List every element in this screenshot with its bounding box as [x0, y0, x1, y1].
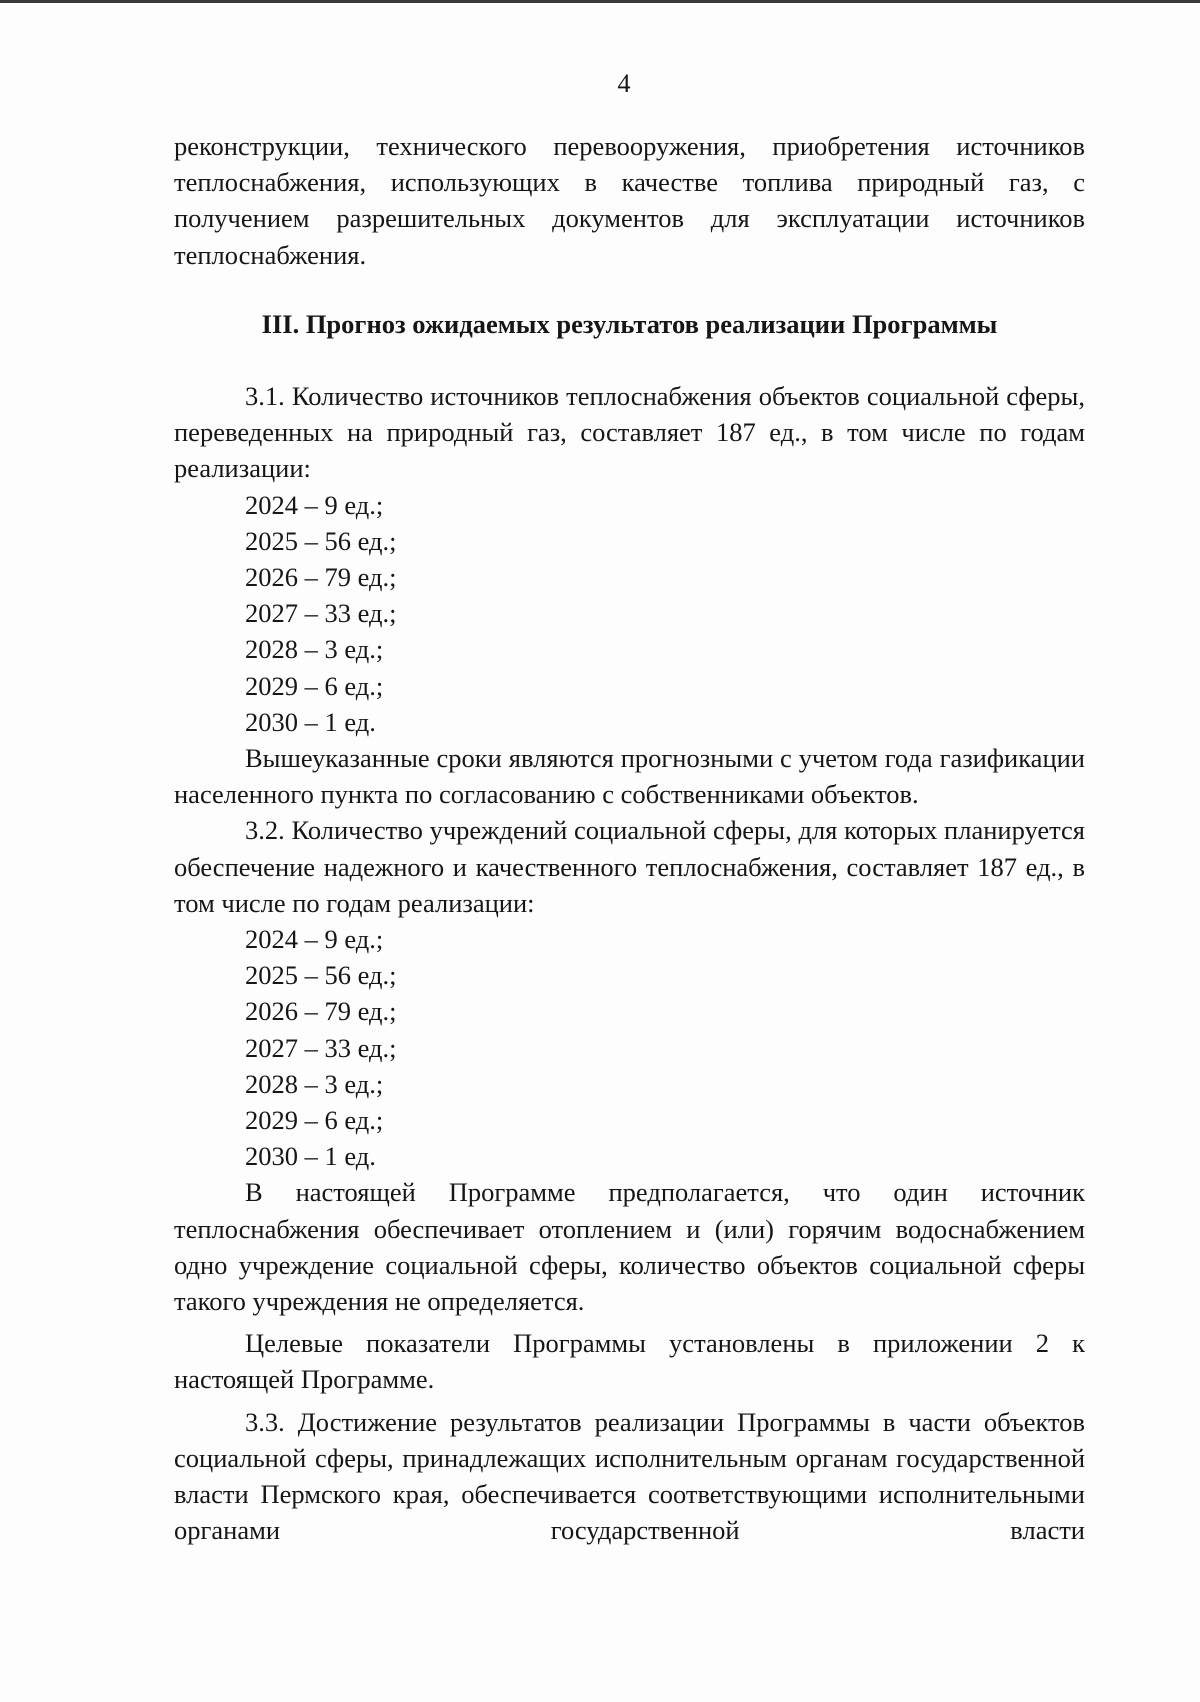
list-item: 2025 – 56 ед.;: [245, 960, 397, 991]
paragraph-3-3: 3.3. Достижение результатов реализации Программы в части объектов социальной сферы, принадлежащих исполнительным органам государственной власти Пермского края, обеспечивается соответствующими исполнительными органами государственной власти: [174, 1406, 1085, 1546]
paragraph-deadlines: Вышеуказанные сроки являются прогнозными с учетом года газификации населенного пункта по согласованию с собственниками объектов.: [174, 743, 1085, 810]
list-item: 2028 – 3 ед.;: [245, 634, 384, 665]
list-item: 2030 – 1 ед.: [245, 1141, 376, 1172]
list-item: 2027 – 33 ед.;: [245, 1032, 397, 1063]
list-item: 2029 – 6 ед.;: [245, 670, 384, 701]
paragraph-3-2: 3.2. Количество учреждений социальной сферы, для которых планируется обеспечение надежного и качественного теплоснабжения, составляет 187 ед., в том числе по годам реализации:: [174, 815, 1085, 918]
list-item: 2024 – 9 ед.;: [245, 489, 384, 520]
section-title: III. Прогноз ожидаемых результатов реализации Программы: [261, 309, 998, 339]
paragraph-assumption: В настоящей Программе предполагается, что один источник теплоснабжения обеспечивает отоплением и (или) горячим водоснабжением одно учреждение социальной сферы, количество объектов социальной сферы такого учреждения не определяется.: [174, 1177, 1085, 1317]
list-item: 2027 – 33 ед.;: [245, 598, 397, 629]
list-item: 2028 – 3 ед.;: [245, 1068, 384, 1099]
list-item: 2025 – 56 ед.;: [245, 525, 397, 556]
intro-block: [174, 128, 1085, 273]
paragraph-targets: Целевые показатели Программы установлены в приложении 2 к настоящей Программе.: [174, 1328, 1085, 1395]
paragraph-3-1: 3.1. Количество источников теплоснабжения объектов социальной сферы, переведенных на природный газ, составляет 187 ед., в том числе по годам реализации:: [174, 381, 1085, 484]
intro-paragraph: реконструкции, технического перевооружения, приобретения источников теплоснабжения, использующих в качестве топлива природный газ, с получением разрешительных документов для эксплуатации источников теплоснабжения.: [174, 131, 1085, 270]
list-3-2: [174, 921, 1085, 1174]
section-3-1: [174, 378, 1085, 1549]
list-item: 2030 – 1 ед.: [245, 706, 376, 737]
page-number: 4: [617, 69, 631, 98]
list-item: 2026 – 79 ед.;: [245, 562, 397, 593]
section-heading-block: [174, 306, 1085, 342]
list-3-1: [174, 487, 1085, 740]
list-item: 2029 – 6 ед.;: [245, 1105, 384, 1136]
scan-edge: [0, 0, 1200, 3]
list-item: 2024 – 9 ед.;: [245, 924, 384, 955]
list-item: 2026 – 79 ед.;: [245, 996, 397, 1027]
